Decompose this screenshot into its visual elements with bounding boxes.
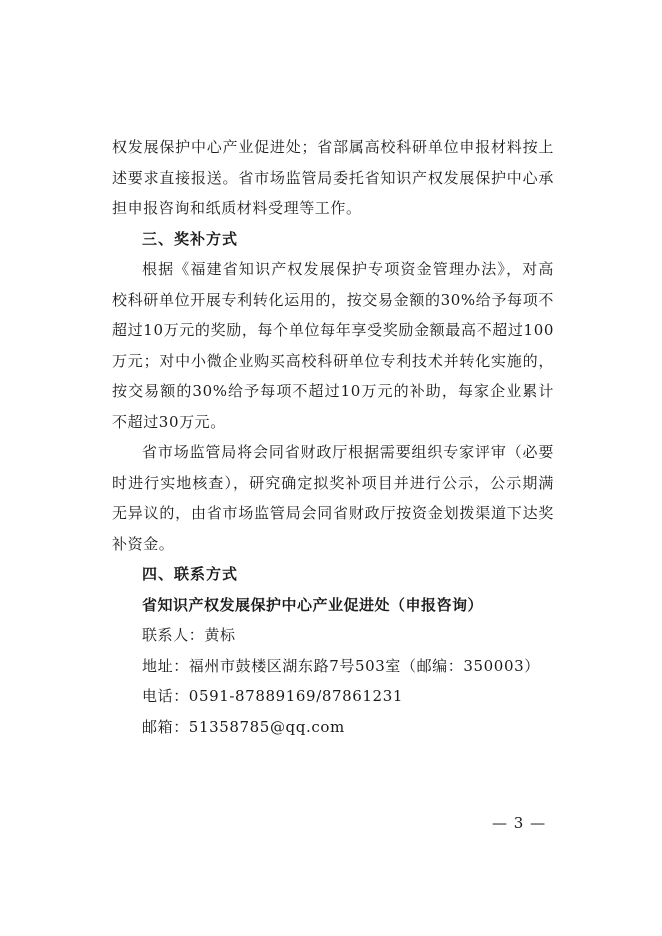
paragraph-reward-details: 根据《福建省知识产权发展保护专项资金管理办法》，对高校科研单位开展专利转化运用的，按交易金额的30%给予每项不超过10万元的奖励，每个单位每年享受奖励金额最高不超过100万元；对中小微企业购买高校科研单位专利技术并转化实施的，按交易额的30%给予每项不超过10万元的补助，每家企业累计不超过30万元。 (112, 260, 554, 431)
contact-email: 邮箱：51358785@qq.com (142, 717, 345, 736)
document-body (112, 132, 554, 742)
contact-phone: 电话：0591-87889169/87861231 (142, 687, 403, 705)
paragraph-submission: 权发展保护中心产业促进处；省部属高校科研单位申报材料按上述要求直接报送。省市场监管局委托省知识产权发展保护中心承担申报咨询和纸质材料受理等工作。 (112, 138, 554, 217)
paragraph-review-process: 省市场监管局将会同省财政厅根据需要组织专家评审（必要时进行实地核查），研究确定拟奖补项目并进行公示，公示期满无异议的，由省市场监管局会同省财政厅按资金划拨渠道下达奖补资金。 (112, 443, 554, 553)
page-number: — 3 — (492, 814, 547, 832)
contact-organization: 省知识产权发展保护中心产业促进处（申报咨询） (142, 595, 484, 614)
section-heading-contact: 四、联系方式 (142, 565, 239, 583)
contact-address: 地址：福州市鼓楼区湖东路7号503室（邮编：350003） (142, 656, 540, 675)
contact-person: 联系人：黄标 (142, 626, 236, 644)
section-heading-reward-method: 三、奖补方式 (142, 229, 239, 248)
